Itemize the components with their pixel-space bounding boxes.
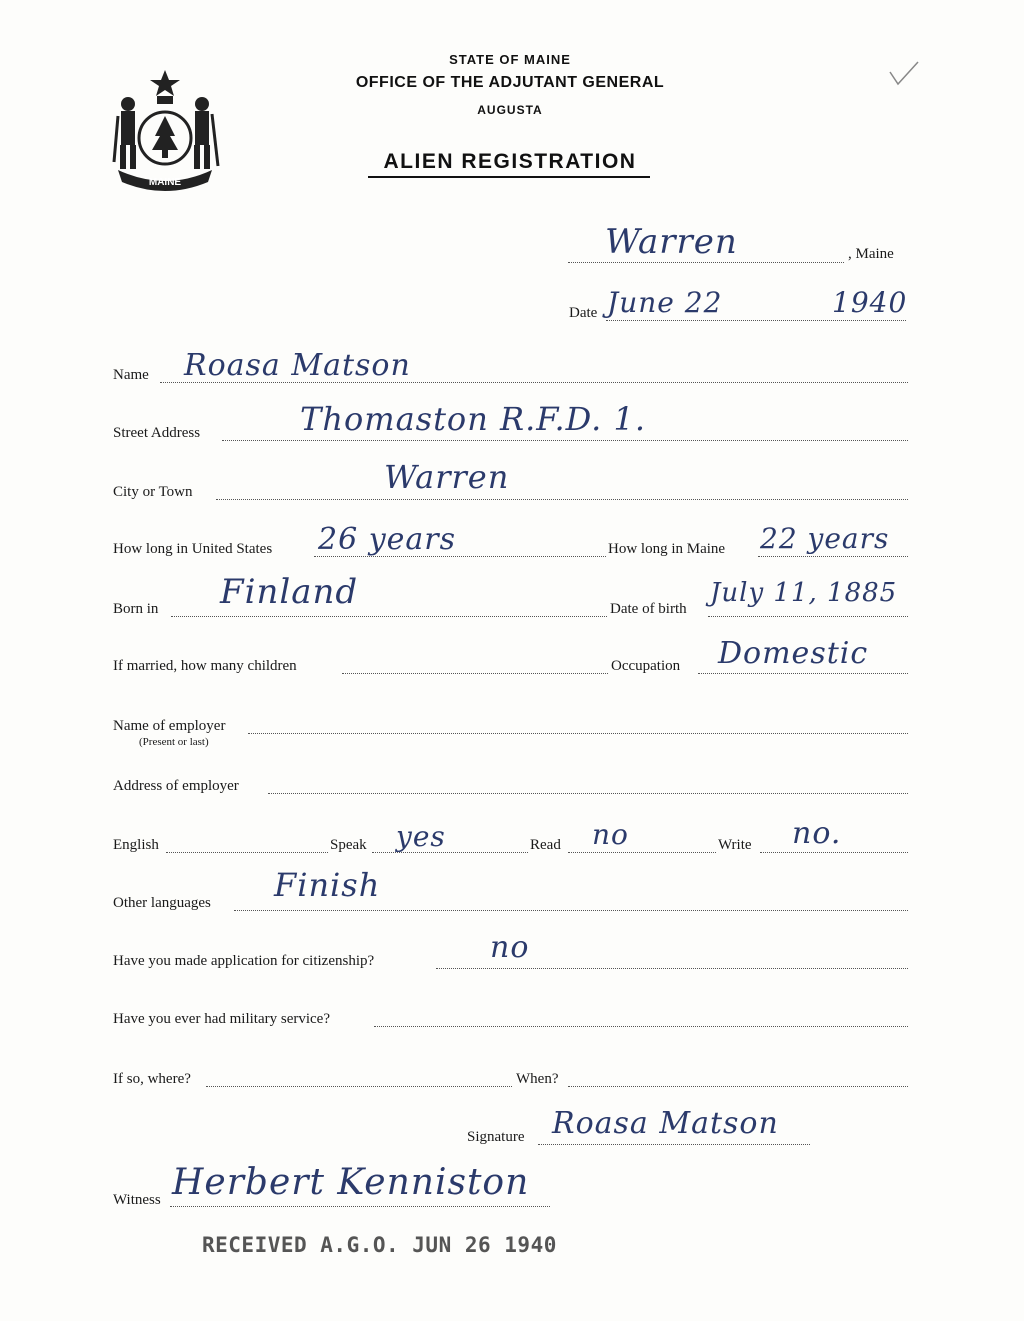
maine-years-label: How long in Maine (608, 541, 726, 557)
street-value[interactable]: Thomaston R.F.D. 1. (300, 400, 647, 438)
write-label: Write (718, 837, 752, 853)
date-line (606, 320, 906, 321)
employer-line (248, 733, 908, 734)
date-month-day[interactable]: June 22 (607, 286, 723, 319)
employer-label: Name of employer (113, 718, 226, 734)
military-label: Have you ever had military service? (113, 1011, 330, 1027)
born-in-line (171, 616, 607, 617)
town-value[interactable]: Warren (605, 222, 738, 262)
town-line (568, 262, 844, 263)
office-heading: OFFICE OF THE ADJUTANT GENERAL (355, 74, 665, 91)
other-languages-label: Other languages (113, 895, 211, 911)
speak-label: Speak (330, 837, 367, 853)
born-in-label: Born in (113, 601, 159, 617)
signature-label: Signature (467, 1129, 525, 1145)
witness-label: Witness (113, 1192, 161, 1208)
english-label: English (113, 837, 159, 853)
date-label: Date (569, 305, 598, 321)
name-label: Name (113, 367, 149, 383)
birth-date-value[interactable]: July 11, 1885 (710, 578, 898, 608)
other-languages-line (234, 910, 908, 911)
maine-label: , Maine (848, 246, 894, 262)
city-line (216, 499, 908, 500)
read-line (568, 852, 716, 853)
state-heading: STATE OF MAINE (449, 52, 571, 67)
when-label: When? (516, 1071, 559, 1087)
city-value[interactable]: Warren (384, 458, 510, 496)
citizenship-line (436, 968, 908, 969)
maine-years-line (758, 556, 908, 557)
witness-value[interactable]: Herbert Kenniston (172, 1162, 530, 1203)
children-label: If married, how many children (113, 658, 297, 674)
svg-text:MAINE: MAINE (148, 177, 182, 188)
english-line (166, 852, 328, 853)
checkmark-icon (886, 58, 920, 88)
military-line (374, 1026, 908, 1027)
born-in-value[interactable]: Finland (220, 572, 359, 612)
occupation-line (698, 673, 908, 674)
maine-state-seal-icon (110, 66, 220, 192)
birth-date-label: Date of birth (610, 601, 687, 617)
us-years-value[interactable]: 26 years (318, 522, 457, 557)
when-line (568, 1086, 908, 1087)
occupation-label: Occupation (611, 658, 681, 674)
employer-address-line (268, 793, 908, 794)
employer-address-label: Address of employer (113, 778, 239, 794)
signature-line (538, 1144, 810, 1145)
other-languages-value[interactable]: Finish (274, 866, 381, 904)
citizenship-label: Have you made application for citizenship? (113, 953, 375, 969)
employer-sublabel: (Present or last) (139, 736, 209, 748)
where-line (206, 1086, 512, 1087)
write-line (760, 852, 908, 853)
write-value[interactable]: no. (792, 816, 842, 851)
received-stamp: RECEIVED A.G.O. JUN 26 1940 (202, 1233, 557, 1257)
maine-years-value[interactable]: 22 years (760, 522, 890, 555)
speak-value[interactable]: yes (396, 820, 446, 853)
street-line (222, 440, 908, 441)
occupation-value[interactable]: Domestic (718, 636, 869, 671)
name-value[interactable]: Roasa Matson (184, 348, 411, 383)
us-years-label: How long in United States (113, 541, 273, 557)
title-underline (368, 176, 650, 178)
witness-line (170, 1206, 550, 1207)
citizenship-value[interactable]: no (490, 930, 530, 965)
signature-value[interactable]: Roasa Matson (552, 1106, 779, 1141)
street-label: Street Address (113, 425, 201, 441)
city-heading: AUGUSTA (477, 103, 543, 117)
date-year[interactable]: 1940 (832, 286, 908, 319)
read-label: Read (530, 837, 561, 853)
children-line (342, 673, 608, 674)
read-value[interactable]: no (592, 818, 629, 851)
birth-date-line (708, 616, 908, 617)
where-label: If so, where? (113, 1071, 191, 1087)
form-title: ALIEN REGISTRATION (383, 150, 637, 173)
city-label: City or Town (113, 484, 193, 500)
